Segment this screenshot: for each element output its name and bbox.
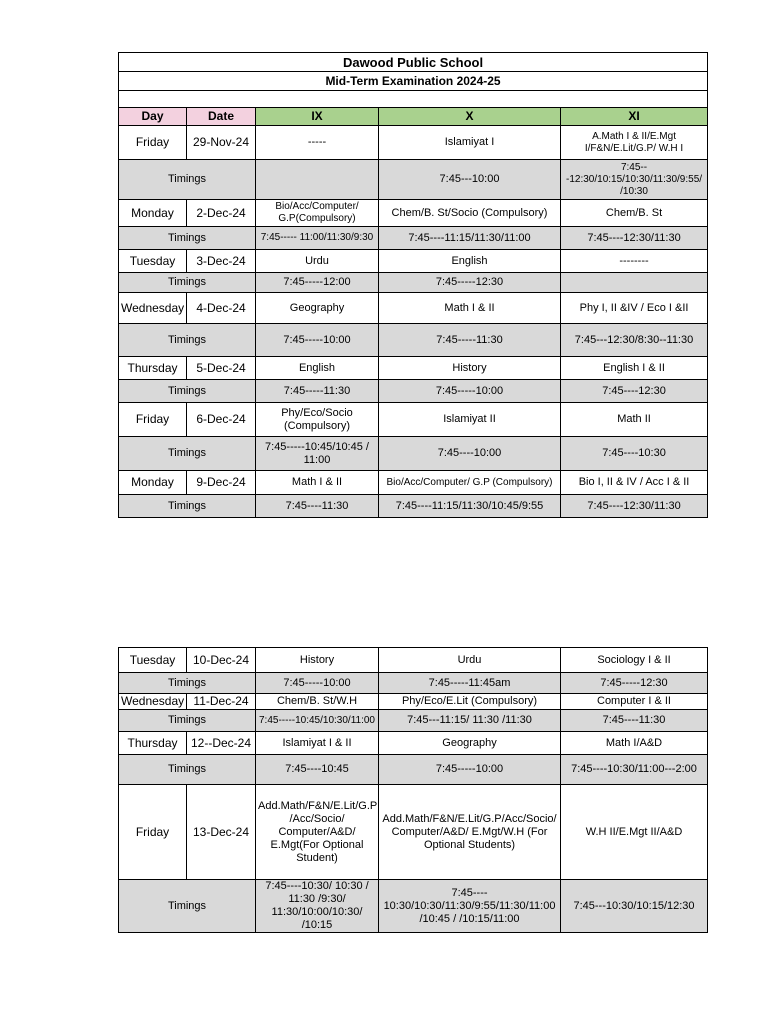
timings-label: Timings (119, 160, 256, 200)
subject-ix: Islamiyat I & II (256, 732, 379, 755)
subject-xi: Chem/B. St (561, 200, 708, 227)
timing-xi: 7:45-----12:30 (561, 673, 708, 694)
timing-ix: 7:45----10:45 (256, 755, 379, 785)
subject-xi: Sociology I & II (561, 648, 708, 673)
timings-label: Timings (119, 495, 256, 518)
day-cell: Friday (119, 785, 187, 880)
timings-label: Timings (119, 324, 256, 357)
exam-title: Mid-Term Examination 2024-25 (119, 72, 708, 91)
subject-xi: -------- (561, 250, 708, 273)
timings-row (119, 380, 708, 403)
day-cell: Friday (119, 403, 187, 437)
day-cell: Thursday (119, 732, 187, 755)
timings-row (119, 227, 708, 250)
timing-xi: 7:45---12:30/10:15/10:30/11:30/9:55/ /10:30 (561, 160, 708, 200)
date-cell: 2-Dec-24 (187, 200, 256, 227)
timings-row (119, 710, 708, 732)
date-cell: 6-Dec-24 (187, 403, 256, 437)
day-cell: Monday (119, 471, 187, 495)
day-cell: Wednesday (119, 694, 187, 710)
school-name: Dawood Public School (119, 53, 708, 72)
date-cell: 11-Dec-24 (187, 694, 256, 710)
subject-ix: History (256, 648, 379, 673)
date-cell: 5-Dec-24 (187, 357, 256, 380)
col-header-xi: XI (561, 108, 708, 126)
timing-xi: 7:45----10:30 (561, 437, 708, 471)
timings-row (119, 755, 708, 785)
subject-x: Add.Math/F&N/E.Lit/G.P/Acc/Socio/ Computer/A&D/ E.Mgt/W.H (For Optional Students) (379, 785, 561, 880)
subject-x: Urdu (379, 648, 561, 673)
timings-row (119, 673, 708, 694)
timings-row (119, 160, 708, 200)
date-cell: 29-Nov-24 (187, 126, 256, 160)
timing-xi: 7:45----12:30/11:30 (561, 495, 708, 518)
subject-xi: A.Math I & II/E.Mgt I/F&N/E.Lit/G.P/ W.H I (561, 126, 708, 160)
exam-row (119, 126, 708, 160)
date-cell: 4-Dec-24 (187, 293, 256, 324)
timing-x: 7:45-----11:45am (379, 673, 561, 694)
subject-x: History (379, 357, 561, 380)
timing-x: 7:45----10:00 (379, 437, 561, 471)
timing-x: 7:45----11:15/11:30/11:00 (379, 227, 561, 250)
timings-label: Timings (119, 755, 256, 785)
timings-row (119, 324, 708, 357)
timing-x: 7:45----11:15/11:30/10:45/9:55 (379, 495, 561, 518)
timing-x: 7:45-----12:30 (379, 273, 561, 293)
exam-row (119, 403, 708, 437)
exam-row (119, 200, 708, 227)
subject-x: Islamiyat I (379, 126, 561, 160)
timing-xi: 7:45----11:30 (561, 710, 708, 732)
timing-xi: 7:45----12:30 (561, 380, 708, 403)
timing-ix: 7:45-----12:00 (256, 273, 379, 293)
timing-x: 7:45---10:00 (379, 160, 561, 200)
day-cell: Thursday (119, 357, 187, 380)
col-header-x: X (379, 108, 561, 126)
timings-label: Timings (119, 380, 256, 403)
subject-x: English (379, 250, 561, 273)
exam-row (119, 694, 708, 710)
date-cell: 12--Dec-24 (187, 732, 256, 755)
col-header-date: Date (187, 108, 256, 126)
date-cell: 13-Dec-24 (187, 785, 256, 880)
timing-x: 7:45-----10:00 (379, 755, 561, 785)
subject-ix: ----- (256, 126, 379, 160)
timings-label: Timings (119, 227, 256, 250)
timing-ix: 7:45----11:30 (256, 495, 379, 518)
timings-label: Timings (119, 880, 256, 933)
subject-ix: Geography (256, 293, 379, 324)
timing-ix: 7:45----- 11:00/11:30/9:30 (256, 227, 379, 250)
subject-x: Bio/Acc/Computer/ G.P (Compulsory) (379, 471, 561, 495)
timing-ix: 7:45-----10:00 (256, 673, 379, 694)
timing-x: 7:45---- 10:30/10:30/11:30/9:55/11:30/11:00 /10:45 / /10:15/11:00 (379, 880, 561, 933)
timing-xi: 7:45---12:30/8:30--11:30 (561, 324, 708, 357)
subject-x: Geography (379, 732, 561, 755)
timing-ix: 7:45-----10:00 (256, 324, 379, 357)
subject-xi: English I & II (561, 357, 708, 380)
timing-x: 7:45-----10:00 (379, 380, 561, 403)
day-cell: Monday (119, 200, 187, 227)
timings-label: Timings (119, 273, 256, 293)
exam-row (119, 471, 708, 495)
timings-row (119, 495, 708, 518)
exam-row (119, 250, 708, 273)
column-header-row (119, 108, 708, 126)
day-cell: Tuesday (119, 648, 187, 673)
day-cell: Friday (119, 126, 187, 160)
timing-xi: 7:45----12:30/11:30 (561, 227, 708, 250)
exam-schedule-table-1 (118, 52, 708, 518)
timings-label: Timings (119, 710, 256, 732)
timing-xi: 7:45----10:30/11:00---2:00 (561, 755, 708, 785)
timing-ix: 7:45-----10:45/10:30/11:00 (256, 710, 379, 732)
timing-xi (561, 273, 708, 293)
timings-row (119, 437, 708, 471)
exam-row (119, 785, 708, 880)
timing-ix: 7:45-----11:30 (256, 380, 379, 403)
date-cell: 9-Dec-24 (187, 471, 256, 495)
exam-row (119, 732, 708, 755)
day-cell: Tuesday (119, 250, 187, 273)
exam-schedule-table-2 (118, 647, 708, 933)
subject-x: Phy/Eco/E.Lit (Compulsory) (379, 694, 561, 710)
subject-x: Math I & II (379, 293, 561, 324)
timing-ix: 7:45----10:30/ 10:30 / 11:30 /9:30/ 11:30/10:00/10:30/ /10:15 (256, 880, 379, 933)
timing-ix: 7:45-----10:45/10:45 / 11:00 (256, 437, 379, 471)
exam-row (119, 357, 708, 380)
timing-ix (256, 160, 379, 200)
subject-ix: Urdu (256, 250, 379, 273)
timing-xi: 7:45---10:30/10:15/12:30 (561, 880, 708, 933)
timings-row (119, 273, 708, 293)
subject-x: Islamiyat II (379, 403, 561, 437)
exam-row (119, 293, 708, 324)
timings-row (119, 880, 708, 933)
timing-x: 7:45-----11:30 (379, 324, 561, 357)
date-cell: 10-Dec-24 (187, 648, 256, 673)
subject-xi: Phy I, II &IV / Eco I &II (561, 293, 708, 324)
subject-ix: Bio/Acc/Computer/ G.P(Compulsory) (256, 200, 379, 227)
subject-xi: W.H II/E.Mgt II/A&D (561, 785, 708, 880)
timings-label: Timings (119, 437, 256, 471)
subject-ix: English (256, 357, 379, 380)
date-cell: 3-Dec-24 (187, 250, 256, 273)
timing-x: 7:45---11:15/ 11:30 /11:30 (379, 710, 561, 732)
spacer-row (119, 91, 708, 108)
col-header-day: Day (119, 108, 187, 126)
subject-xi: Computer I & II (561, 694, 708, 710)
col-header-ix: IX (256, 108, 379, 126)
subject-xi: Math I/A&D (561, 732, 708, 755)
subject-ix: Phy/Eco/Socio (Compulsory) (256, 403, 379, 437)
subject-ix: Chem/B. St/W.H (256, 694, 379, 710)
exam-row (119, 648, 708, 673)
subject-ix: Math I & II (256, 471, 379, 495)
timings-label: Timings (119, 673, 256, 694)
day-cell: Wednesday (119, 293, 187, 324)
subject-ix: Add.Math/F&N/E.Lit/G.P /Acc/Socio/ Computer/A&D/ E.Mgt(For Optional Student) (256, 785, 379, 880)
subject-xi: Math II (561, 403, 708, 437)
subject-xi: Bio I, II & IV / Acc I & II (561, 471, 708, 495)
subject-x: Chem/B. St/Socio (Compulsory) (379, 200, 561, 227)
